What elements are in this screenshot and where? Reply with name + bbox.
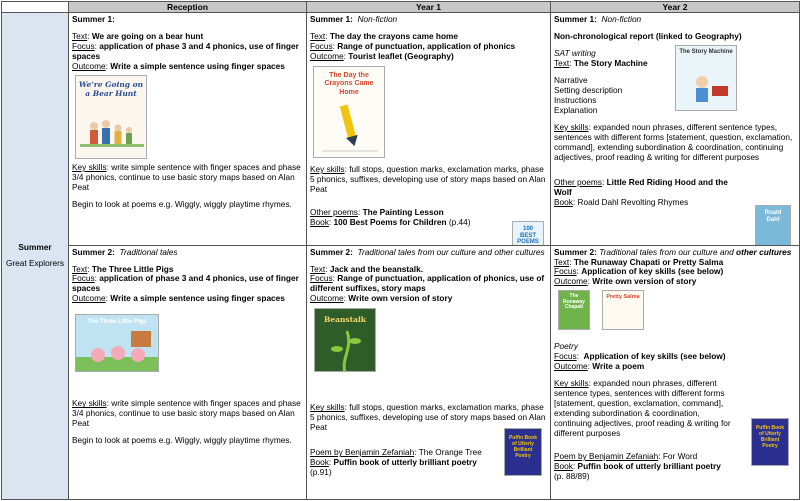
book-label: Book [310,457,329,468]
focus-label: Focus [554,266,577,277]
r1-year1-outcome: Tourist leaflet (Geography) [348,51,454,62]
focus-label: Focus [310,273,333,284]
pretty-salma-cover [602,290,644,330]
r2-reception-keyskills: write simple sentence with finger spaces and phase 3/4 phonics, continue to use basic story maps based on Alan Peat [72,398,301,429]
outcome-label: Outcome [72,293,106,304]
poems-label: Other poems [310,206,358,217]
summer2-row [2,245,800,499]
bear-hunt-illustration-icon [76,76,147,159]
outcome-label: Outcome [72,61,106,72]
r2-year2-poem: For Word [662,450,698,461]
r1-year1-text: The day the crayons came home [329,31,459,42]
crayons-cover-title: The Day the Crayons Came Home [324,72,374,96]
outcome-label: Outcome [554,361,588,372]
corner-cell [2,2,69,13]
year1-summer1-cell: Summer 1: Non-fiction Text: The day the crayons came home Focus: Range of punctuation, application of phonics Outcome: Tourist leaflet (Geography) The Day the Crayons Came Home Key skills: full stops, question marks, exclamation marks, phase 5 phonics, suffixes, developing use of story maps based on Alan Peat Other poems: The Painting Lesson Book: 100 Best Poems for Children (p.44) 100 BEST POEMS [307,13,551,245]
header-row [2,2,800,13]
r1-year2-book: Roald Dahl Revolting Rhymes [577,196,689,207]
r1-year2-poem: Little Red Riding Hood and the Wolf [554,176,728,197]
r1-year2-keyskills: expanded noun phrases, different sentence types, sentences with different forms [statement, question, exclamation, command], extending subordination & coordination, continuing adjectives, proof reading & writing for different purposes [554,121,793,162]
outcome-label: Outcome [554,276,588,287]
revolting-rhymes-cover [755,205,791,245]
year2-summer1-cell: Summer 1: Non-fiction Non-chronological report (linked to Geography) SAT writing Text: The Story Machine Narrative Setting description Instructions Explanation The Story Machine Key skills: expanded noun phrases, different sentence types, sentences with different forms [statement, question, exclamation, command], extending subordination & coordination, continuing adjectives, proof reading & writing for different purposes Other poems: Little Red Riding Hood and the Wolf Book: Roald Dahl Revolting Rhymes Roald Dahl [551,13,800,245]
reception-summer1-cell: Summer 1: Text: We are going on a bear hunt Focus: application of phase 3 and 4 phonics, use of finger spaces Outcome: Write a simple sentence using finger spaces We're Going on a Bear Hunt Key skills: write simple sentence with finger spaces and phase 3/4 phonics, continue to use basic story maps based on Alan Peat Begin to look at poems e.g. Wiggly, wiggly playtime rhymes. [69,13,307,245]
r2-year2-outcome2: Write a poem [592,361,645,372]
r1-year1-poem: The Painting Lesson [362,206,444,217]
focus-label: Focus [554,351,577,362]
keyskills-label: Key skills [72,161,107,172]
r2-year1-text: Jack and the beanstalk. [329,263,423,274]
r2-reception-text: The Three Little Pigs [91,263,174,274]
r2-year2-poetry: Poetry [554,341,578,352]
summer1-row [2,13,800,245]
r2-year1-focus: Range of punctuation, application of phonics, use of different suffixes, story maps [310,273,545,294]
r1-year1-page: (p.44) [448,216,471,227]
term-title: Summer [18,242,52,253]
r2-reception-outcome: Write a simple sentence using finger spaces [110,293,285,304]
text-label: Text [72,263,88,274]
keyskills-label: Key skills [554,121,589,132]
r2-year1-poem: The Orange Tree [418,447,482,458]
r1-reception-outcome: Write a simple sentence using finger spaces [110,61,285,72]
r1-year1-keyskills: full stops, question marks, exclamation marks, phase 5 phonics, suffixes, developing use of story maps based on Alan Peat [310,164,546,194]
header-reception: Reception [69,2,307,13]
r2-year2-text: The Runaway Chapati or Pretty Salma [573,256,724,267]
r1-reception-text: We are going on a bear hunt [91,31,204,42]
r1-year2-text: The Story Machine [573,58,648,69]
r1-reception-extra: Begin to look at poems e.g. Wiggly, wiggly playtime rhymes. [72,198,292,209]
book-label: Book [310,216,329,227]
puffin-cover-title: Puffin Book of Utterly Brilliant Poetry [508,434,538,459]
r1-reception-heading: Summer 1: [72,14,115,25]
bear-hunt-book-cover [75,75,147,159]
r1-reception-focus: application of phase 3 and 4 phonics, use of finger spaces [72,41,299,62]
r1-year1-heading: Summer 1: [310,14,353,25]
crayons-book-cover [313,66,385,158]
text-label: Text [554,58,570,69]
term-label-cell [2,13,69,500]
text-label: Text [72,31,88,42]
header-year2: Year 2 [551,2,800,13]
r2-year2-heading: Summer 2: [554,246,597,257]
r2-year1-page: (p.91) [310,467,332,478]
r2-year2-genre: Traditional tales from our culture and [599,246,734,257]
salma-cover-title: Pretty Salma [606,294,640,301]
book-label: Book [554,196,573,207]
r2-year1-keyskills: full stops, question marks, exclamation marks, phase 5 phonics, suffixes, developing use of story maps based on Alan Peat [310,402,546,433]
list-item: Narrative [554,75,588,86]
book-label: Book [554,460,573,471]
story-machine-cover [675,45,737,111]
focus-label: Focus [72,41,95,52]
bear-hunt-cover-title: We're Going on a Bear Hunt [78,79,144,98]
r1-year2-report: Non-chronological report (linked to Geography) [554,31,742,42]
three-pigs-cover-title: The Three Little Pigs [87,319,147,326]
crayon-illustration-icon [314,67,385,158]
r2-year1-book: Puffin book of utterly brilliant poetry [333,457,477,468]
story-machine-illustration-icon [676,46,737,111]
outcome-label: Outcome [310,293,344,304]
r2-year1-genre: Traditional tales from our culture and other cultures [357,246,545,257]
r2-year2-page: (p. 88/89) [554,470,590,481]
list-item: Instructions [554,94,597,105]
text-label: Text [310,263,326,274]
text-label: Text [310,31,326,42]
r1-reception-keyskills: write simple sentence with finger spaces and phase 3/4 phonics, continue to use basic story maps based on Alan Peat [72,161,301,192]
focus-label: Focus [310,41,333,52]
best-poems-cover [512,221,544,245]
puffin-book-cover-2 [751,418,789,466]
beanstalk-book-cover [314,308,376,372]
outcome-label: Outcome [310,51,344,62]
r2-reception-genre: Traditional tales [119,246,178,257]
r2-reception-heading: Summer 2: [72,246,115,257]
r2-year2-genre-2: other cultures [736,246,792,257]
r2-year2-keyskills: expanded noun phrases, different sentence types, sentences with different forms [statement, question, exclamation, command], extending subordination & coordination, continuing adjectives, proof reading & writing for different purposes [554,378,731,439]
r2-year2-focus2: Application of key skills (see below) [583,351,726,362]
r2-year2-book: Puffin book of utterly brilliant poetry [577,460,721,471]
r2-reception-extra: Begin to look at poems e.g. Wiggly, wiggly playtime rhymes. [72,435,292,446]
keyskills-label: Key skills [72,398,107,409]
header-year1: Year 1 [307,2,551,13]
list-item: Explanation [554,104,598,115]
text-label: Text [554,256,570,267]
puffin-book-cover [504,428,542,476]
r2-year1-heading: Summer 2: [310,246,353,257]
focus-label: Focus [72,273,95,284]
runaway-chapati-cover [558,290,590,330]
r1-year2-heading: Summer 1: [554,14,597,25]
beanstalk-cover-title: Beanstalk [323,315,366,325]
r2-year1-poem-by: Poem by Benjamin Zefaniah [310,447,415,458]
r2-reception-focus: application of phase 3 and 4 phonics, use of finger spaces [72,273,299,294]
r1-year1-focus: Range of punctuation, application of phonics [337,41,516,52]
three-pigs-book-cover [75,314,159,372]
chapati-cover-title: The Runaway Chapati [563,293,585,311]
r1-year2-genre: Non-fiction [601,14,642,25]
keyskills-label: Key skills [554,378,589,389]
list-item: Setting description [554,84,623,95]
pigs-illustration-icon [76,315,159,372]
r1-year1-genre: Non-fiction [357,14,398,25]
poems-label: Other poems [554,176,602,187]
revolting-rhymes-cover-title: Roald Dahl [764,210,782,224]
beanstalk-illustration-icon [315,309,376,372]
r2-year2-focus: Application of key skills (see below) [581,266,724,277]
r1-year1-book: 100 Best Poems for Children [333,216,447,227]
puffin-cover-title: Puffin Book of Utterly Brilliant Poetry [755,424,785,449]
r1-year2-sat: SAT writing [554,48,596,59]
r2-year2-outcome: Write own version of story [592,276,697,287]
year1-summer2-cell: Summer 2: Traditional tales from our culture and other cultures Text: Jack and the beanstalk. Focus: Range of punctuation, application of phonics, use of different suffixes, story maps Outcome: Write own version of story Beanstalk Key skills: full stops, question marks, exclamation marks, phase 5 phonics, suffixes, developing use of story maps based on Alan Peat Poem by Benjamin Zefaniah: The Orange Tree Book: Puffin book of utterly brilliant poetry (p.91) Puffin Book of Utterly Brilliant Poetry [307,245,551,499]
curriculum-table [1,1,800,500]
story-machine-cover-title: The Story Machine [679,49,733,56]
r2-year2-poem-by: Poem by Benjamin Zefaniah [554,450,659,461]
term-subtitle: Great Explorers [5,258,65,269]
r2-year1-outcome: Write own version of story [348,293,453,304]
reception-summer2-cell: Summer 2: Traditional tales Text: The Three Little Pigs Focus: application of phase 3 and 4 phonics, use of finger spaces Outcome: Write a simple sentence using finger spaces The Three Little Pigs Key skills: write simple sentence with finger spaces and phase 3/4 phonics, continue to use basic story maps based on Alan Peat Begin to look at poems e.g. Wiggly, wiggly playtime rhymes. [69,245,307,499]
best-poems-cover-title: 100 BEST POEMS [517,226,539,246]
year2-summer2-cell: Summer 2: Traditional tales from our culture and other cultures Text: The Runaway Chapati or Pretty Salma Focus: Application of key skills (see below) Outcome: Write own version of story The Runaway Chapati Pretty Salma Poetry Focus: Application of key skills (see below) Outcome: Write a poem Key skills: expanded noun phrases, different sentence types, sentences with different forms [statement, question, exclamation, command], extending subordination & coordination, continuing adjectives, proof reading & writing for different purposes Poem by Benjamin Zefaniah: For Word Book: Puffin book of utterly brilliant poetry (p. 88/89) Puffin Book of Utterly Brilliant Poetry [551,245,800,499]
r2-year2-covers [558,290,796,330]
keyskills-label: Key skills [310,164,345,175]
keyskills-label: Key skills [310,402,345,413]
